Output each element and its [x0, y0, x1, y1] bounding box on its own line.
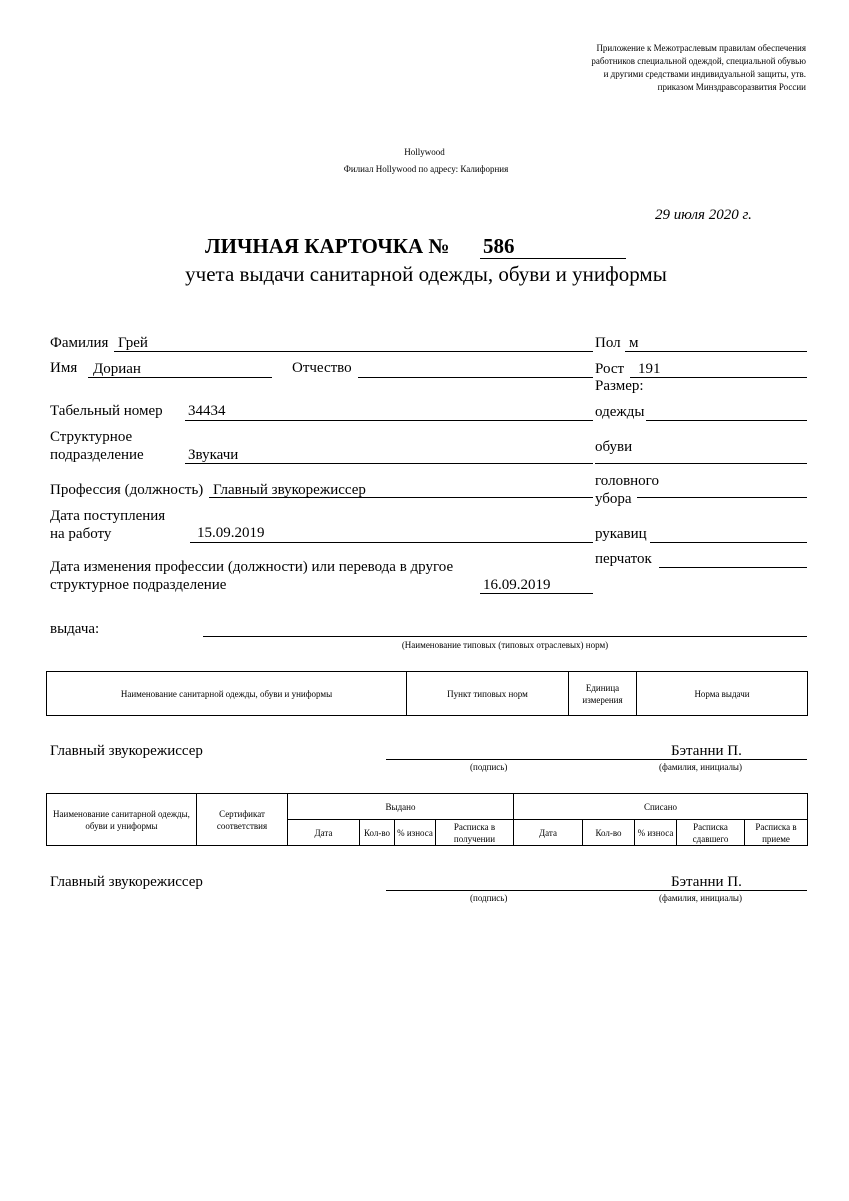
signature2-sign-caption: (подпись): [470, 893, 508, 903]
issued-date-header: Дата: [288, 820, 360, 846]
hat-size-label: головного: [595, 473, 659, 489]
org-branch: Филиал Hollywood по адресу: Калифорния: [343, 164, 509, 174]
name-label: Имя: [50, 360, 78, 376]
mittens-size-label: рукавиц: [595, 526, 647, 542]
issue-label: выдача:: [50, 621, 100, 637]
signature1-name-caption: (фамилия, инициалы): [659, 762, 742, 772]
signature2-name-caption: (фамилия, инициалы): [659, 893, 742, 903]
written-wear-header: % износа: [635, 820, 677, 846]
issue-table: [46, 793, 808, 846]
size-label: Размер:: [595, 378, 644, 394]
change-label: Дата изменения профессии (должности) или перевода в другое: [50, 559, 454, 575]
issue-line: [203, 636, 807, 637]
sex-label: Пол: [595, 335, 621, 351]
hire-label: Дата поступления: [50, 508, 166, 524]
card-subtitle: учета выдачи санитарной одежды, обуви и униформы: [185, 262, 667, 286]
signature2-line: [386, 890, 807, 891]
written-date-header: Дата: [514, 820, 583, 846]
patronymic-line: [358, 377, 593, 378]
shoes-size-line: [595, 463, 807, 464]
gloves-size-line: [659, 567, 807, 568]
appendix-line: и другими средствами индивидуальной защиты, утв.: [603, 69, 806, 79]
norms-header-name: Наименование санитарной одежды, обуви и униформы: [47, 672, 407, 716]
written-accepted-header: Расписка в приеме: [745, 820, 808, 846]
hat-size-label-2: убора: [595, 491, 632, 507]
table-row: [47, 672, 808, 716]
issue-caption: (Наименование типовых (типовых отраслевых) норм): [401, 640, 609, 650]
issue-header-issued: Выдано: [288, 794, 514, 820]
dept-value: Звукачи: [188, 447, 239, 463]
card-title: ЛИЧНАЯ КАРТОЧКА №: [205, 234, 450, 258]
name-value: Дориан: [93, 361, 141, 377]
appendix-line: Приложение к Межотраслевым правилам обеспечения: [596, 43, 806, 53]
patronymic-label: Отчество: [292, 360, 352, 376]
height-label: Рост: [595, 361, 625, 377]
signature1-name: Бэтанни П.: [671, 743, 742, 759]
sex-value: м: [629, 335, 639, 351]
org-name: Hollywood: [404, 147, 445, 157]
norms-header-rate: Норма выдачи: [637, 672, 808, 716]
issue-header-cert: Сертификат соответствия: [197, 794, 288, 846]
norms-header-point: Пункт типовых норм: [407, 672, 569, 716]
issue-header-written-off: Списано: [514, 794, 808, 820]
change-value: 16.09.2019: [483, 577, 551, 593]
signature1-line: [386, 759, 807, 760]
issued-receipt-header: Расписка в получении: [436, 820, 514, 846]
table-row: [47, 794, 808, 820]
mittens-size-line: [650, 542, 807, 543]
tab-value: 34434: [188, 403, 226, 419]
signature1-position: Главный звукорежиссер: [50, 743, 203, 759]
issued-wear-header: % износа: [395, 820, 436, 846]
hire-value: 15.09.2019: [197, 525, 265, 541]
issued-qty-header: Кол-во: [360, 820, 395, 846]
card-number-line: [480, 258, 626, 259]
clothes-size-label: одежды: [595, 404, 645, 420]
written-qty-header: Кол-во: [583, 820, 635, 846]
written-returned-header: Расписка сдавшего: [677, 820, 745, 846]
shoes-size-label: обуви: [595, 439, 633, 455]
dept-label: Структурное: [50, 429, 133, 445]
appendix-line: работников специальной одеждой, специальной обувью: [591, 56, 806, 66]
surname-label: Фамилия: [50, 335, 109, 351]
surname-line: [114, 351, 593, 352]
signature2-position: Главный звукорежиссер: [50, 874, 203, 890]
dept-label-2: подразделение: [50, 447, 144, 463]
hire-label-2: на работу: [50, 526, 112, 542]
change-label-2: структурное подразделение: [50, 577, 227, 593]
card-number: 586: [483, 234, 515, 258]
hat-size-line: [637, 497, 807, 498]
surname-value: Грей: [118, 335, 148, 351]
dept-line: [185, 463, 593, 464]
appendix-line: приказом Минздравсоразвития России: [657, 82, 806, 92]
tab-label: Табельный номер: [50, 403, 163, 419]
norms-header-unit: Единица измерения: [569, 672, 637, 716]
appendix-note: [591, 42, 806, 94]
norms-table: [46, 671, 808, 716]
clothes-size-line: [646, 420, 807, 421]
signature1-sign-caption: (подпись): [470, 762, 508, 772]
sex-line: [625, 351, 807, 352]
signature2-name: Бэтанни П.: [671, 874, 742, 890]
height-value: 191: [638, 361, 661, 377]
issue-header-name: Наименование санитарной одежды, обуви и униформы: [47, 794, 197, 846]
card-date: 29 июля 2020 г.: [655, 207, 752, 223]
prof-label: Профессия (должность): [50, 482, 204, 498]
prof-value: Главный звукорежиссер: [213, 482, 366, 498]
tab-line: [185, 420, 593, 421]
gloves-size-label: перчаток: [595, 551, 652, 567]
hire-line: [190, 542, 593, 543]
